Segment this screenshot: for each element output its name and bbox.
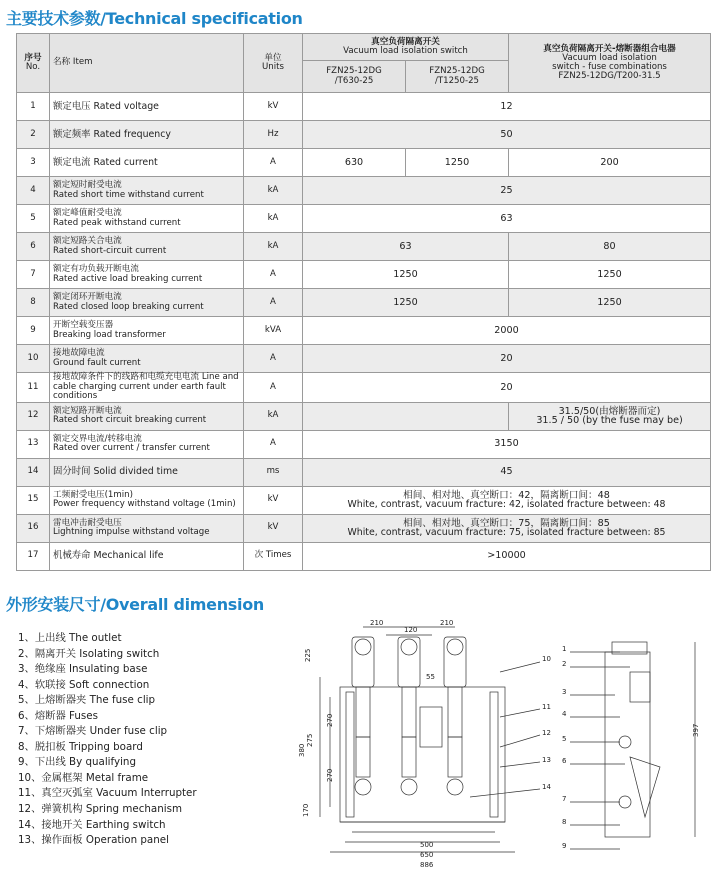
row-item-name: 接地故障电流 Ground fault current <box>50 345 244 373</box>
dimension-label: 397 <box>692 723 700 737</box>
table-header-row <box>17 34 711 61</box>
table-row <box>17 121 711 149</box>
row-item-name: 额定闭环开断电流 Rated closed loop breaking current <box>50 289 244 317</box>
row-value-all: >10000 <box>303 542 711 570</box>
table-row <box>17 149 711 177</box>
table-row <box>17 317 711 345</box>
row-unit: Hz <box>244 121 303 149</box>
row-value-all: 50 <box>303 121 711 149</box>
dimension-label: 120 <box>404 626 418 634</box>
row-number: 7 <box>17 261 50 289</box>
row-value-all: 20 <box>303 345 711 373</box>
legend-item: 4、软联接 Soft connection <box>18 678 150 691</box>
row-item-name: 额定短时耐受电流 Rated short time withstand current <box>50 177 244 205</box>
header-no: 序号 No. <box>17 34 50 93</box>
spec-table <box>16 33 711 571</box>
header-group-switch: 真空负荷隔离开关 Vacuum load isolation switch <box>303 34 509 61</box>
legend-item: 9、下出线 By qualifying <box>18 756 136 769</box>
row-number: 4 <box>17 177 50 205</box>
callout-label: 9 <box>562 842 567 850</box>
row-value-combination: 1250 <box>509 289 711 317</box>
legend-item: 3、绝缘座 Insulating base <box>18 663 148 676</box>
row-number: 6 <box>17 233 50 261</box>
row-value-all: 12 <box>303 93 711 121</box>
table-row <box>17 430 711 458</box>
row-unit: kV <box>244 93 303 121</box>
table-row <box>17 514 711 542</box>
callout-label: 1 <box>562 645 567 653</box>
row-value-combination: 31.5/50(由熔断器而定) 31.5 / 50 (by the fuse may be) <box>509 402 711 430</box>
row-item-name: 额定电压 Rated voltage <box>50 93 244 121</box>
dimension-label: 210 <box>440 619 454 627</box>
row-value-all: 3150 <box>303 430 711 458</box>
row-unit: A <box>244 261 303 289</box>
row-value-all: 2000 <box>303 317 711 345</box>
row-value-combination: 80 <box>509 233 711 261</box>
table-row <box>17 233 711 261</box>
row-number: 12 <box>17 402 50 430</box>
table-row <box>17 177 711 205</box>
front-view-drawing <box>320 627 540 852</box>
header-group-combination: 真空负荷隔离开关-熔断器组合电器 Vacuum load isolation switch - fuse combinations FZN25-12DG/T200-31.5 <box>509 34 711 93</box>
callout-label: 11 <box>542 703 551 711</box>
row-number: 5 <box>17 205 50 233</box>
row-unit: A <box>244 345 303 373</box>
row-value-all: 相间、相对地、真空断口：42，隔离断口间：48 White, contrast, vacuum fracture: 42, isolated fracture between: 48 <box>303 486 711 514</box>
table-row <box>17 458 711 486</box>
row-item-name: 额定有功负载开断电流 Rated active load breaking current <box>50 261 244 289</box>
row-number: 1 <box>17 93 50 121</box>
row-item-name: 开断空载变压器 Breaking load transformer <box>50 317 244 345</box>
row-number: 11 <box>17 373 50 403</box>
row-item-name: 额定峰值耐受电流 Rated peak withstand current <box>50 205 244 233</box>
callout-label: 6 <box>562 757 567 765</box>
row-number: 16 <box>17 514 50 542</box>
row-item-name: 额定短路关合电流 Rated short-circuit current <box>50 233 244 261</box>
row-value-all: 45 <box>303 458 711 486</box>
row-value-all: 相间、相对地、真空断口：75，隔离断口间：85 White, contrast, vacuum fracture: 75, isolated fracture between: 85 <box>303 514 711 542</box>
row-item-name: 额定电流 Rated current <box>50 149 244 177</box>
dimension-label: 275 <box>306 733 314 747</box>
row-item-name: 额定短路开断电流 Rated short circuit breaking current <box>50 402 244 430</box>
dimension-label: 270 <box>326 768 334 782</box>
parts-legend <box>18 631 197 849</box>
legend-item: 10、金属框架 Metal frame <box>18 771 149 784</box>
table-row <box>17 205 711 233</box>
row-value-all: 25 <box>303 177 711 205</box>
row-item-name: 雷电冲击耐受电压 Lightning impulse withstand voltage <box>50 514 244 542</box>
callout-label: 8 <box>562 818 567 826</box>
dimension-label: 270 <box>326 713 334 727</box>
callout-label: 10 <box>542 655 551 663</box>
legend-item: 1、上出线 The outlet <box>18 632 122 644</box>
dimension-label: 650 <box>420 851 434 859</box>
row-unit: A <box>244 289 303 317</box>
row-value-all: 63 <box>303 205 711 233</box>
dimension-label: 886 <box>420 861 434 869</box>
section-title-technical-specification: 主要技术参数/Technical specification <box>6 9 303 28</box>
dimension-label: 500 <box>420 841 434 849</box>
header-model-630: FZN25-12DG /T630-25 <box>303 61 406 93</box>
table-row <box>17 542 711 570</box>
row-unit: A <box>244 149 303 177</box>
callout-label: 3 <box>562 688 567 696</box>
row-number: 17 <box>17 542 50 570</box>
dimension-label: 170 <box>302 803 310 817</box>
legend-item: 7、下熔断器夹 Under fuse clip <box>18 725 168 738</box>
row-unit: kA <box>244 233 303 261</box>
side-view-drawing <box>570 642 695 849</box>
overall-dimension-drawing <box>300 617 712 875</box>
table-row <box>17 373 711 403</box>
callout-label: 4 <box>562 710 567 718</box>
row-number: 3 <box>17 149 50 177</box>
callout-label: 5 <box>562 735 567 743</box>
row-value-combination: 200 <box>509 149 711 177</box>
row-number: 13 <box>17 430 50 458</box>
dimension-label: 55 <box>426 673 435 681</box>
header-item: 名称 Item <box>50 34 244 93</box>
row-number: 15 <box>17 486 50 514</box>
table-row <box>17 486 711 514</box>
legend-item: 8、脱扣板 Tripping board <box>18 740 143 753</box>
row-value-all: 20 <box>303 373 711 403</box>
dimension-label: 380 <box>298 743 306 757</box>
row-value-combination: 1250 <box>509 261 711 289</box>
callout-label: 12 <box>542 729 551 737</box>
callout-label: 2 <box>562 660 567 668</box>
legend-item: 2、隔离开关 Isolating switch <box>18 647 160 660</box>
row-item-name: 固分时间 Solid divided time <box>50 458 244 486</box>
row-number: 2 <box>17 121 50 149</box>
row-item-name: 额定频率 Rated frequency <box>50 121 244 149</box>
row-value-switch: 63 <box>303 233 509 261</box>
legend-item: 6、熔断器 Fuses <box>18 709 98 722</box>
row-value-switch: 1250 <box>303 261 509 289</box>
row-number: 8 <box>17 289 50 317</box>
row-unit: kA <box>244 205 303 233</box>
dimension-label: 210 <box>370 619 384 627</box>
legend-item: 14、接地开关 Earthing switch <box>18 818 166 831</box>
table-row <box>17 289 711 317</box>
table-row <box>17 261 711 289</box>
row-value-630: 630 <box>303 149 406 177</box>
row-unit: kVA <box>244 317 303 345</box>
header-model-1250: FZN25-12DG /T1250-25 <box>406 61 509 93</box>
dimension-label: 225 <box>304 648 312 662</box>
row-value-switch: 1250 <box>303 289 509 317</box>
row-unit: kA <box>244 177 303 205</box>
header-unit: 单位 Units <box>244 34 303 93</box>
row-value-switch <box>303 402 509 430</box>
row-unit: 次 Times <box>244 542 303 570</box>
legend-item: 5、上熔断器夹 The fuse clip <box>18 694 156 707</box>
section-title-overall-dimension: 外形安装尺寸/Overall dimension <box>6 595 264 614</box>
row-unit: A <box>244 373 303 403</box>
legend-item: 11、真空灭弧室 Vacuum Interrupter <box>18 787 197 800</box>
row-number: 14 <box>17 458 50 486</box>
row-unit: kA <box>244 402 303 430</box>
row-item-name: 机械寿命 Mechanical life <box>50 542 244 570</box>
row-value-1250: 1250 <box>406 149 509 177</box>
callout-label: 7 <box>562 795 567 803</box>
row-item-name: 接地故障条件下的线路和电缆充电电流 Line and cable charging current under earth fault conditions <box>50 373 244 403</box>
row-unit: ms <box>244 458 303 486</box>
row-item-name: 工频耐受电压(1min) Power frequency withstand voltage (1min) <box>50 486 244 514</box>
row-item-name: 额定交界电流/转移电流 Rated over current / transfer current <box>50 430 244 458</box>
row-number: 10 <box>17 345 50 373</box>
table-row <box>17 402 711 430</box>
callout-label: 13 <box>542 756 551 764</box>
table-row <box>17 93 711 121</box>
table-row <box>17 345 711 373</box>
legend-item: 12、弹簧机构 Spring mechanism <box>18 803 183 816</box>
row-unit: A <box>244 430 303 458</box>
callout-label: 14 <box>542 783 551 791</box>
legend-item: 13、操作面板 Operation panel <box>18 834 169 847</box>
row-number: 9 <box>17 317 50 345</box>
row-unit: kV <box>244 514 303 542</box>
row-unit: kV <box>244 486 303 514</box>
